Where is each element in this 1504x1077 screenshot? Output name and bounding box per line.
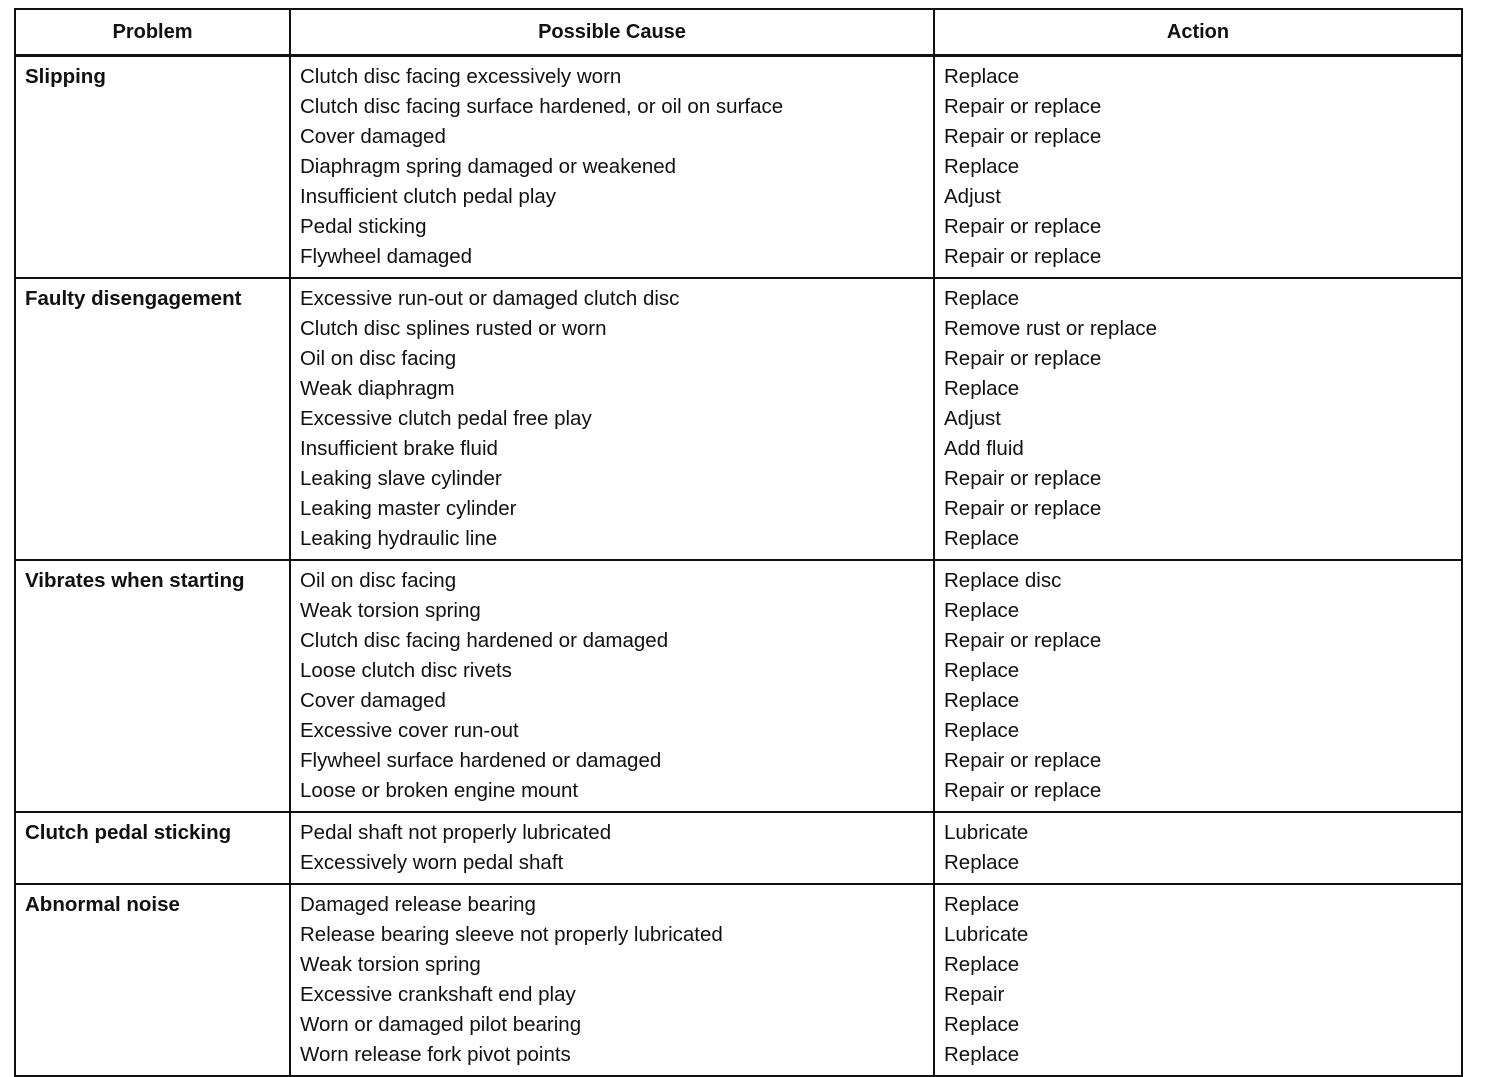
action-item: Replace: [944, 1013, 1020, 1036]
problem-cell: [15, 56, 290, 279]
action-item: Remove rust or replace: [944, 317, 1158, 340]
cause-item: Release bearing sleeve not properly lubricated: [300, 923, 723, 946]
cause-item: Pedal sticking: [300, 215, 427, 238]
action-item: Repair or replace: [944, 749, 1102, 772]
table-body: [15, 56, 1462, 1077]
cause-item: Oil on disc facing: [300, 569, 457, 592]
problem-cell: [15, 560, 290, 812]
problem-cell: [15, 278, 290, 560]
cause-item: Flywheel surface hardened or damaged: [300, 749, 662, 772]
cause-item: Cover damaged: [300, 125, 446, 148]
cause-item: Leaking slave cylinder: [300, 467, 502, 490]
cause-item: Worn release fork pivot points: [300, 1043, 571, 1066]
action-cell: [934, 56, 1462, 279]
action-item: Replace: [944, 65, 1020, 88]
possible-cause-cell: [290, 884, 934, 1076]
action-cell: [934, 278, 1462, 560]
problem-label: Slipping: [25, 65, 106, 88]
problem-group-row: [15, 812, 1462, 884]
action-item: Lubricate: [944, 923, 1029, 946]
possible-cause-cell: [290, 278, 934, 560]
problem-label: Vibrates when starting: [25, 569, 245, 592]
cause-item: Clutch disc facing excessively worn: [300, 65, 622, 88]
cause-item: Weak diaphragm: [300, 377, 455, 400]
cause-item: Loose clutch disc rivets: [300, 659, 512, 682]
action-item: Repair or replace: [944, 467, 1102, 490]
cause-item: Clutch disc splines rusted or worn: [300, 317, 607, 340]
action-item: Replace: [944, 155, 1020, 178]
problem-group-row: [15, 278, 1462, 560]
action-cell: [934, 560, 1462, 812]
action-item: Replace: [944, 719, 1020, 742]
action-item: Replace: [944, 287, 1020, 310]
possible-cause-cell: [290, 812, 934, 884]
action-item: Add fluid: [944, 437, 1024, 460]
cause-item: Damaged release bearing: [300, 893, 536, 916]
cause-item: Weak torsion spring: [300, 953, 481, 976]
cause-item: Loose or broken engine mount: [300, 779, 579, 802]
problem-group-row: [15, 560, 1462, 812]
action-item: Replace: [944, 953, 1020, 976]
header-problem: Problem: [15, 9, 290, 56]
header-action: Action: [934, 9, 1462, 56]
action-item: Repair or replace: [944, 629, 1102, 652]
action-item: Adjust: [944, 407, 1001, 430]
action-item: Repair or replace: [944, 245, 1102, 268]
action-item: Replace: [944, 1043, 1020, 1066]
troubleshooting-table-container: [14, 8, 1461, 1077]
cause-item: Leaking hydraulic line: [300, 527, 498, 550]
possible-cause-cell: [290, 560, 934, 812]
header-possible-cause: Possible Cause: [290, 9, 934, 56]
action-item: Repair or replace: [944, 95, 1102, 118]
action-cell: [934, 812, 1462, 884]
cause-item: Insufficient brake fluid: [300, 437, 498, 460]
header-row: [15, 9, 1462, 56]
problem-label: Clutch pedal sticking: [25, 821, 232, 844]
problem-group-row: [15, 56, 1462, 279]
action-item: Replace: [944, 893, 1020, 916]
cause-item: Weak torsion spring: [300, 599, 481, 622]
cause-item: Cover damaged: [300, 689, 446, 712]
action-item: Repair or replace: [944, 497, 1102, 520]
possible-cause-cell: [290, 56, 934, 279]
action-item: Replace: [944, 377, 1020, 400]
action-item: Repair or replace: [944, 347, 1102, 370]
action-item: Replace: [944, 527, 1020, 550]
action-item: Repair or replace: [944, 125, 1102, 148]
action-item: Repair or replace: [944, 215, 1102, 238]
cause-item: Diaphragm spring damaged or weakened: [300, 155, 677, 178]
problem-cell: [15, 884, 290, 1076]
cause-item: Pedal shaft not properly lubricated: [300, 821, 612, 844]
action-item: Replace: [944, 599, 1020, 622]
action-item: Replace: [944, 689, 1020, 712]
action-cell: [934, 884, 1462, 1076]
action-item: Repair or replace: [944, 779, 1102, 802]
action-item: Replace disc: [944, 569, 1062, 592]
problem-label: Abnormal noise: [25, 893, 180, 916]
cause-item: Excessive run-out or damaged clutch disc: [300, 287, 680, 310]
cause-item: Worn or damaged pilot bearing: [300, 1013, 582, 1036]
clutch-troubleshooting-table: [14, 8, 1463, 1077]
action-item: Lubricate: [944, 821, 1029, 844]
action-item: Adjust: [944, 185, 1001, 208]
cause-item: Clutch disc facing surface hardened, or oil on surface: [300, 95, 784, 118]
cause-item: Oil on disc facing: [300, 347, 457, 370]
cause-item: Excessively worn pedal shaft: [300, 851, 564, 874]
cause-item: Excessive clutch pedal free play: [300, 407, 592, 430]
problem-cell: [15, 812, 290, 884]
action-item: Replace: [944, 851, 1020, 874]
cause-item: Insufficient clutch pedal play: [300, 185, 557, 208]
cause-item: Excessive cover run-out: [300, 719, 519, 742]
cause-item: Excessive crankshaft end play: [300, 983, 576, 1006]
action-item: Replace: [944, 659, 1020, 682]
problem-label: Faulty disengagement: [25, 287, 242, 310]
action-item: Repair: [944, 983, 1005, 1006]
problem-group-row: [15, 884, 1462, 1076]
cause-item: Flywheel damaged: [300, 245, 473, 268]
cause-item: Clutch disc facing hardened or damaged: [300, 629, 669, 652]
cause-item: Leaking master cylinder: [300, 497, 517, 520]
